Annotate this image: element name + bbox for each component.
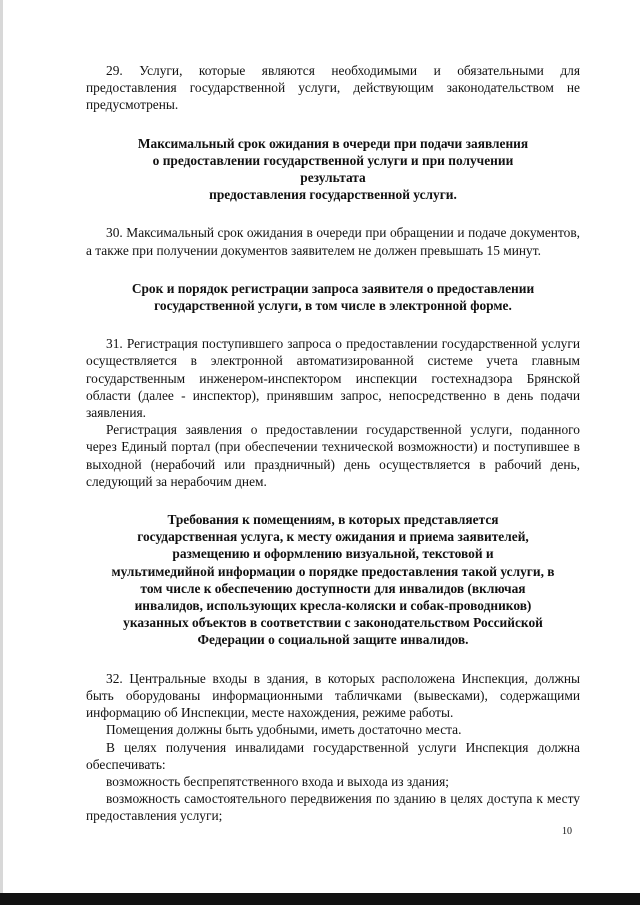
spacer (86, 259, 580, 280)
heading-line: Требования к помещениям, в которых представляется (167, 512, 499, 528)
heading-line: том числе к обеспечению доступности для инвалидов (включая (140, 580, 526, 596)
heading-line: результата (300, 170, 366, 186)
paragraph-29: 29. Услуги, которые являются необходимыми и обязательными для предоставления государственной услуги, действующим законодательством не предусмотрены. (86, 63, 580, 113)
spacer (86, 114, 580, 135)
spacer (86, 203, 580, 224)
paragraph-32-disabled-access: В целях получения инвалидами государственной услуги Инспекция должна обеспечивать: (86, 739, 580, 772)
document-page (86, 62, 580, 825)
heading-line: Федерации о социальной защите инвалидов. (197, 632, 469, 648)
spacer (86, 649, 580, 670)
heading-line: предоставления государственной услуги. (209, 187, 457, 203)
heading-line: Максимальный срок ожидания в очереди при подачи заявления (137, 135, 529, 151)
heading-registration (86, 280, 580, 314)
paragraph-30: 30. Максимальный срок ожидания в очереди при обращении и подаче документов, а также при получении документов заявителем не должен превышать 15 минут. (86, 225, 580, 258)
heading-line: о предоставлении государственной услуги и при получении (152, 152, 514, 168)
heading-line: мультимедийной информации о порядке предоставления такой услуги, в (111, 563, 555, 579)
heading-line: государственной услуги, в том числе в электронной форме. (154, 298, 512, 314)
heading-line: указанных объектов в соответствии с законодательством Российской (123, 615, 543, 631)
heading-line: государственная услуга, к месту ожидания и приема заявителей, (137, 529, 529, 545)
scan-left-edge (0, 0, 3, 905)
paragraph-32: 32. Центральные входы в здания, в которых расположена Инспекция, должны быть оборудованы информационными табличками (вывесками), содержащими информацию об Инспекции, месте нахождения, режиме работы. (86, 670, 580, 721)
heading-line: Срок и порядок регистрации запроса заявителя о предоставлении (131, 280, 535, 296)
heading-line: размещению и оформлению визуальной, текстовой и (172, 546, 494, 562)
paragraph-31-continued: Регистрация заявления о предоставлении государственной услуги, поданного через Единый портал (при обеспечении технической возможности) и поступившее в выходной (нерабочий или праздничный) день осуществляется в рабочий день, следующий за нерабочим днем. (86, 422, 580, 489)
spacer (86, 314, 580, 335)
heading-line: инвалидов, использующих кресла-коляски и собак-проводников) (134, 598, 532, 614)
heading-premises-requirements (86, 511, 580, 649)
spacer (86, 490, 580, 511)
scan-bottom-edge (0, 893, 640, 905)
page-number: 10 (562, 826, 572, 837)
heading-waiting-time (86, 135, 580, 204)
paragraph-32-entry-exit: возможность беспрепятственного входа и выхода из здания; (106, 773, 449, 789)
paragraph-32-premises: Помещения должны быть удобными, иметь достаточно места. (106, 722, 462, 738)
paragraph-31: 31. Регистрация поступившего запроса о предоставлении государственной услуги осуществляется в электронной автоматизированной системе учета главным государственным инженером-инспектором инспекции гостехнадзора Брянской области (далее - инспектор), принявшим запрос, непосредственно в день подачи заявления. (86, 336, 580, 421)
paragraph-32-movement: возможность самостоятельного передвижения по зданию в целях доступа к месту предоставления услуги; (86, 791, 580, 824)
